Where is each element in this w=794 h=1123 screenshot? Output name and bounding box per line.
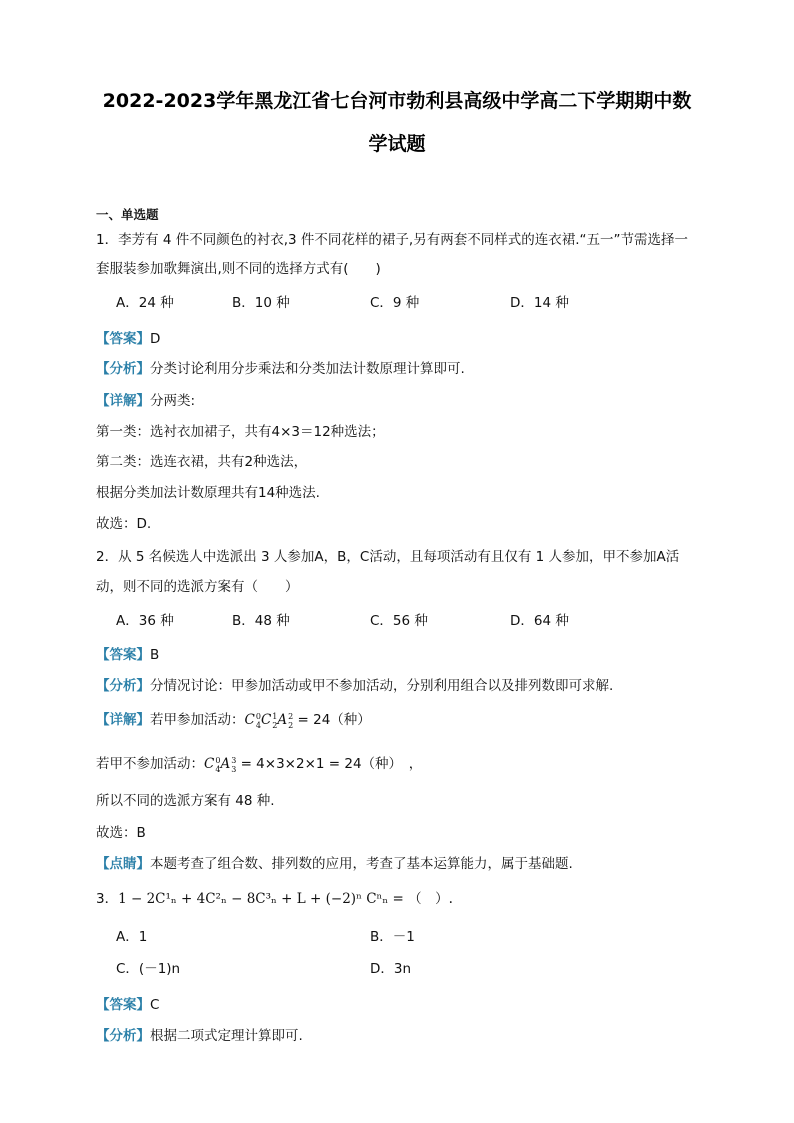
q1-option-a: A．24 种 — [116, 295, 174, 311]
q1-answer — [96, 330, 160, 348]
document-title-line1: 2022-2023学年黑龙江省七台河市勃利县高级中学高二下学期期中数 — [102, 90, 692, 112]
q2-detail-line2 — [96, 755, 422, 774]
q1-option-b: B．10 种 — [232, 295, 290, 311]
q3-prefix: 3． — [96, 891, 119, 907]
q1-analysis-text: 分类讨论利用分步乘法和分类加法计数原理计算即可. — [150, 361, 465, 377]
q1-option-d: D．14 种 — [510, 295, 569, 311]
q1-text-line2: 套服装参加歌舞演出,则不同的选择方式有( ) — [96, 261, 381, 277]
q2-option-c: C．56 种 — [370, 613, 428, 629]
q2-conclusion: 故选：B — [96, 825, 146, 841]
detail-tag: 【详解】 — [96, 393, 150, 409]
q3-option-b: B．－1 — [370, 929, 415, 945]
q1-detail — [96, 392, 195, 410]
q2-answer-value: B — [150, 647, 160, 663]
q1-text-line1: 1．李芳有 4 件不同颜色的衬衣,3 件不同花样的裙子,另有两套不同样式的连衣裙.“五一”节需选择一 — [96, 232, 689, 248]
section-heading: 一、单选题 — [96, 207, 159, 222]
q3-expression: 1 − 2C¹ₙ + 4C²ₙ − 8C³ₙ + L + (−2)ⁿ Cⁿₙ = （ ）. — [118, 891, 453, 907]
document-title-line2: 学试题 — [368, 133, 426, 155]
analysis-tag: 【分析】 — [96, 1028, 150, 1044]
q2-analysis — [96, 677, 613, 695]
q1-detail-line2: 第二类：选连衣裙，共有2种选法， — [96, 454, 308, 470]
q2-formula-2: C 0 4 A 3 3 — [204, 755, 237, 774]
q3-option-c: C．(－1)n — [116, 961, 181, 977]
q3-text — [96, 890, 453, 908]
q2-detail — [96, 711, 371, 730]
q2-detail2-prefix: 若甲不参加活动： — [96, 756, 204, 772]
q1-detail-text: 分两类: — [150, 393, 196, 409]
q2-answer — [96, 646, 159, 664]
analysis-tag: 【分析】 — [96, 678, 150, 694]
q1-analysis — [96, 360, 465, 378]
q2-option-d: D．64 种 — [510, 613, 569, 629]
q1-option-c: C．9 种 — [370, 295, 420, 311]
q2-detail-result: = 24（种） — [297, 712, 371, 728]
q3-answer-value: C — [150, 997, 160, 1013]
analysis-tag: 【分析】 — [96, 361, 150, 377]
answer-tag: 【答案】 — [96, 997, 150, 1013]
q1-detail-line3: 根据分类加法计数原理共有14种选法. — [96, 485, 320, 501]
q1-conclusion: 故选：D. — [96, 516, 152, 532]
answer-tag: 【答案】 — [96, 331, 150, 347]
q1-detail-line1: 第一类：选衬衣加裙子，共有4×3＝12种选法； — [96, 424, 385, 440]
q2-comment — [96, 855, 573, 873]
q2-detail-prefix: 若甲参加活动： — [150, 712, 245, 728]
q2-text-line2: 动，则不同的选派方案有（ ） — [96, 579, 299, 595]
detail-tag: 【详解】 — [96, 712, 150, 728]
q3-analysis-text: 根据二项式定理计算即可. — [150, 1028, 303, 1044]
q2-formula-1: C 0 4 C 1 2 A 2 2 — [244, 711, 294, 730]
q2-option-b: B．48 种 — [232, 613, 290, 629]
q3-option-d: D．3n — [370, 961, 412, 977]
q3-answer — [96, 996, 159, 1014]
answer-tag: 【答案】 — [96, 647, 150, 663]
q2-analysis-text: 分情况讨论：甲参加活动或甲不参加活动，分别利用组合以及排列数即可求解. — [150, 678, 614, 694]
q2-comment-text: 本题考查了组合数、排列数的应用，考查了基本运算能力，属于基础题. — [150, 856, 573, 872]
q2-option-a: A．36 种 — [116, 613, 174, 629]
q3-option-a: A．1 — [116, 929, 148, 945]
q1-answer-value: D — [150, 331, 161, 347]
q3-analysis — [96, 1027, 303, 1045]
q2-text-line1: 2．从 5 名候选人中选派出 3 人参加A，B，C活动，且每项活动有且仅有 1 人参加，甲不参加A活 — [96, 549, 680, 565]
q2-detail2-result: = 4×3×2×1 = 24（种） ， — [240, 756, 423, 772]
q2-detail-line3: 所以不同的选派方案有 48 种. — [96, 793, 275, 809]
comment-tag: 【点睛】 — [96, 856, 150, 872]
